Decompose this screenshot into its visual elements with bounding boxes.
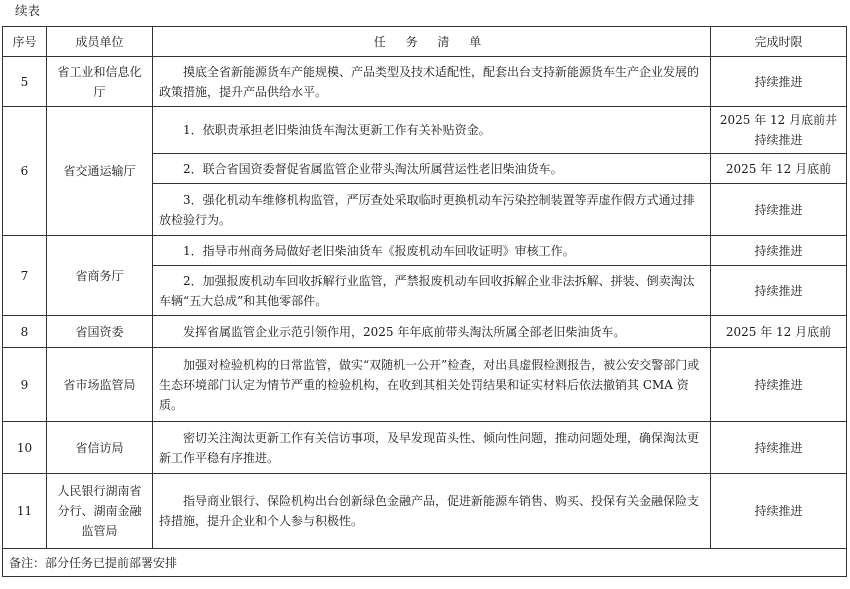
row-deadline: 持续推进	[711, 266, 847, 316]
row-number: 7	[3, 236, 47, 316]
row-unit: 省信访局	[47, 422, 153, 474]
row-task: 密切关注淘汰更新工作有关信访事项，及早发现苗头性、倾向性问题，推动问题处理，确保淘汰更新工作平稳有序推进。	[153, 422, 711, 474]
row-unit: 省商务厅	[47, 236, 153, 316]
row-number: 5	[3, 57, 47, 107]
header-unit: 成员单位	[47, 27, 153, 57]
row-task: 加强对检验机构的日常监管，做实“双随机一公开”检查，对出具虚假检测报告，被公安交警部门或生态环境部门认定为情节严重的检验机构，在收到其相关处罚结果和证实材料后依法撤销其 CMA 资质。	[153, 348, 711, 422]
row-deadline: 持续推进	[711, 348, 847, 422]
row-unit: 省交通运输厅	[47, 107, 153, 236]
row-number: 6	[3, 107, 47, 236]
row-task: 发挥省属监管企业示范引领作用，2025 年年底前带头淘汰所属全部老旧柴油货车。	[153, 316, 711, 348]
row-unit: 省工业和信息化厅	[47, 57, 153, 107]
note-row	[3, 549, 847, 577]
row-deadline: 持续推进	[711, 57, 847, 107]
row-task: 2．加强报废机动车回收拆解行业监管，严禁报废机动车回收拆解企业非法拆解、拼装、倒卖淘汰车辆“五大总成”和其他零部件。	[153, 266, 711, 316]
row-number: 8	[3, 316, 47, 348]
row-unit: 省市场监管局	[47, 348, 153, 422]
row-deadline: 2025 年 12 月底前	[711, 316, 847, 348]
row-deadline: 持续推进	[711, 236, 847, 266]
header-no: 序号	[3, 27, 47, 57]
row-number: 11	[3, 474, 47, 549]
row-task: 1．指导市州商务局做好老旧柴油货车《报废机动车回收证明》审核工作。	[153, 236, 711, 266]
row-deadline: 持续推进	[711, 474, 847, 549]
row-number: 9	[3, 348, 47, 422]
table-row	[3, 236, 847, 266]
table-caption: 续表	[15, 3, 41, 18]
row-deadline: 2025 年 12 月底前	[711, 154, 847, 184]
row-deadline: 持续推进	[711, 184, 847, 236]
row-number: 10	[3, 422, 47, 474]
table-note: 备注：部分任务已提前部署安排	[3, 549, 847, 577]
table-row	[3, 422, 847, 474]
row-deadline: 持续推进	[711, 422, 847, 474]
row-task: 2．联合省国资委督促省属监管企业带头淘汰所属营运性老旧柴油货车。	[153, 154, 711, 184]
header-task: 任 务 清 单	[153, 27, 711, 57]
table-row	[3, 474, 847, 549]
table-row	[3, 316, 847, 348]
table-row	[3, 348, 847, 422]
row-task: 摸底全省新能源货车产能规模、产品类型及技术适配性，配套出台支持新能源货车生产企业发展的政策措施，提升产品供给水平。	[153, 57, 711, 107]
header-time: 完成时限	[711, 27, 847, 57]
row-task: 1．依职责承担老旧柴油货车淘汰更新工作有关补贴资金。	[153, 107, 711, 154]
table-row	[3, 57, 847, 107]
row-task: 3．强化机动车维修机构监管，严厉查处采取临时更换机动车污染控制装置等弄虚作假方式通过排放检验行为。	[153, 184, 711, 236]
row-unit: 省国资委	[47, 316, 153, 348]
task-table	[2, 26, 847, 577]
row-deadline: 2025 年 12 月底前并持续推进	[711, 107, 847, 154]
row-unit: 人民银行湖南省分行、湖南金融监管局	[47, 474, 153, 549]
table-row	[3, 107, 847, 154]
row-task: 指导商业银行、保险机构出台创新绿色金融产品，促进新能源车销售、购买、投保有关金融保险支持措施，提升企业和个人参与积极性。	[153, 474, 711, 549]
table-header-row	[3, 27, 847, 57]
